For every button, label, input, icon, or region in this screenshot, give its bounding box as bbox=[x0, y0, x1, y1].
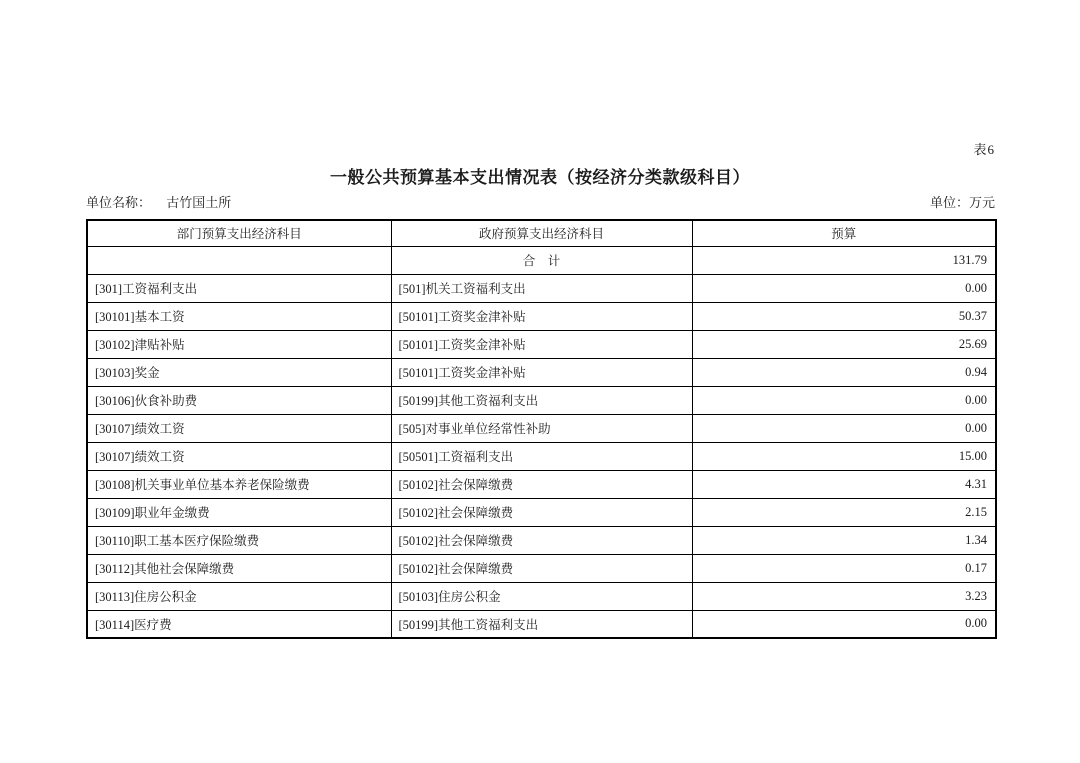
budget-value-cell: 0.00 bbox=[692, 386, 996, 414]
gov-subject-cell: [50101]工资奖金津补贴 bbox=[391, 330, 692, 358]
budget-value-cell: 0.00 bbox=[692, 274, 996, 302]
total-label-cell: 合 计 bbox=[391, 246, 692, 274]
table-row bbox=[87, 330, 996, 358]
meta-row bbox=[86, 192, 995, 211]
gov-subject-cell: [505]对事业单位经常性补助 bbox=[391, 414, 692, 442]
table-row bbox=[87, 610, 996, 638]
table-row bbox=[87, 386, 996, 414]
total-row bbox=[87, 246, 996, 274]
gov-subject-cell: [50102]社会保障缴费 bbox=[391, 554, 692, 582]
table-number-label: 表6 bbox=[973, 142, 995, 157]
dept-subject-cell: [30114]医疗费 bbox=[87, 610, 391, 638]
table-row bbox=[87, 414, 996, 442]
column-header-dept-subject: 部门预算支出经济科目 bbox=[87, 220, 391, 246]
page-title: 一般公共预算基本支出情况表（按经济分类款级科目） bbox=[330, 168, 750, 187]
column-header-budget: 预算 bbox=[692, 220, 996, 246]
dept-subject-cell: [30102]津贴补贴 bbox=[87, 330, 391, 358]
gov-subject-cell: [50199]其他工资福利支出 bbox=[391, 386, 692, 414]
dept-subject-cell: [30103]奖金 bbox=[87, 358, 391, 386]
budget-value-cell: 0.17 bbox=[692, 554, 996, 582]
table-row bbox=[87, 274, 996, 302]
table-body bbox=[87, 246, 996, 638]
unit-name bbox=[86, 192, 231, 211]
gov-subject-cell: [50102]社会保障缴费 bbox=[391, 498, 692, 526]
budget-value-cell: 0.00 bbox=[692, 414, 996, 442]
gov-subject-cell: [50103]住房公积金 bbox=[391, 582, 692, 610]
gov-subject-cell: [50102]社会保障缴费 bbox=[391, 470, 692, 498]
table-row bbox=[87, 302, 996, 330]
table-row bbox=[87, 582, 996, 610]
table-row bbox=[87, 442, 996, 470]
gov-subject-cell: [50101]工资奖金津补贴 bbox=[391, 302, 692, 330]
total-dept-cell bbox=[87, 246, 391, 274]
budget-value-cell: 50.37 bbox=[692, 302, 996, 330]
budget-value-cell: 3.23 bbox=[692, 582, 996, 610]
column-header-gov-subject: 政府预算支出经济科目 bbox=[391, 220, 692, 246]
table-row bbox=[87, 470, 996, 498]
unit-of-measure-label: 单位：万元 bbox=[929, 195, 995, 210]
dept-subject-cell: [30107]绩效工资 bbox=[87, 414, 391, 442]
table-row bbox=[87, 554, 996, 582]
table-row bbox=[87, 358, 996, 386]
dept-subject-cell: [30109]职业年金缴费 bbox=[87, 498, 391, 526]
gov-subject-cell: [50101]工资奖金津补贴 bbox=[391, 358, 692, 386]
table-header bbox=[87, 220, 996, 246]
dept-subject-cell: [30112]其他社会保障缴费 bbox=[87, 554, 391, 582]
budget-value-cell: 25.69 bbox=[692, 330, 996, 358]
gov-subject-cell: [50199]其他工资福利支出 bbox=[391, 610, 692, 638]
budget-value-cell: 2.15 bbox=[692, 498, 996, 526]
table-row bbox=[87, 526, 996, 554]
dept-subject-cell: [30107]绩效工资 bbox=[87, 442, 391, 470]
budget-value-cell: 0.94 bbox=[692, 358, 996, 386]
budget-table bbox=[86, 219, 997, 639]
dept-subject-cell: [30110]职工基本医疗保险缴费 bbox=[87, 526, 391, 554]
table-row bbox=[87, 498, 996, 526]
budget-value-cell: 1.34 bbox=[692, 526, 996, 554]
dept-subject-cell: [30106]伙食补助费 bbox=[87, 386, 391, 414]
unit-name-value: 古竹国土所 bbox=[166, 195, 232, 210]
budget-value-cell: 0.00 bbox=[692, 610, 996, 638]
gov-subject-cell: [50501]工资福利支出 bbox=[391, 442, 692, 470]
dept-subject-cell: [301]工资福利支出 bbox=[87, 274, 391, 302]
budget-value-cell: 15.00 bbox=[692, 442, 996, 470]
dept-subject-cell: [30101]基本工资 bbox=[87, 302, 391, 330]
dept-subject-cell: [30108]机关事业单位基本养老保险缴费 bbox=[87, 470, 391, 498]
unit-name-label: 单位名称： bbox=[86, 195, 152, 210]
gov-subject-cell: [501]机关工资福利支出 bbox=[391, 274, 692, 302]
header-row bbox=[87, 220, 996, 246]
dept-subject-cell: [30113]住房公积金 bbox=[87, 582, 391, 610]
budget-value-cell: 4.31 bbox=[692, 470, 996, 498]
total-budget-cell: 131.79 bbox=[692, 246, 996, 274]
gov-subject-cell: [50102]社会保障缴费 bbox=[391, 526, 692, 554]
